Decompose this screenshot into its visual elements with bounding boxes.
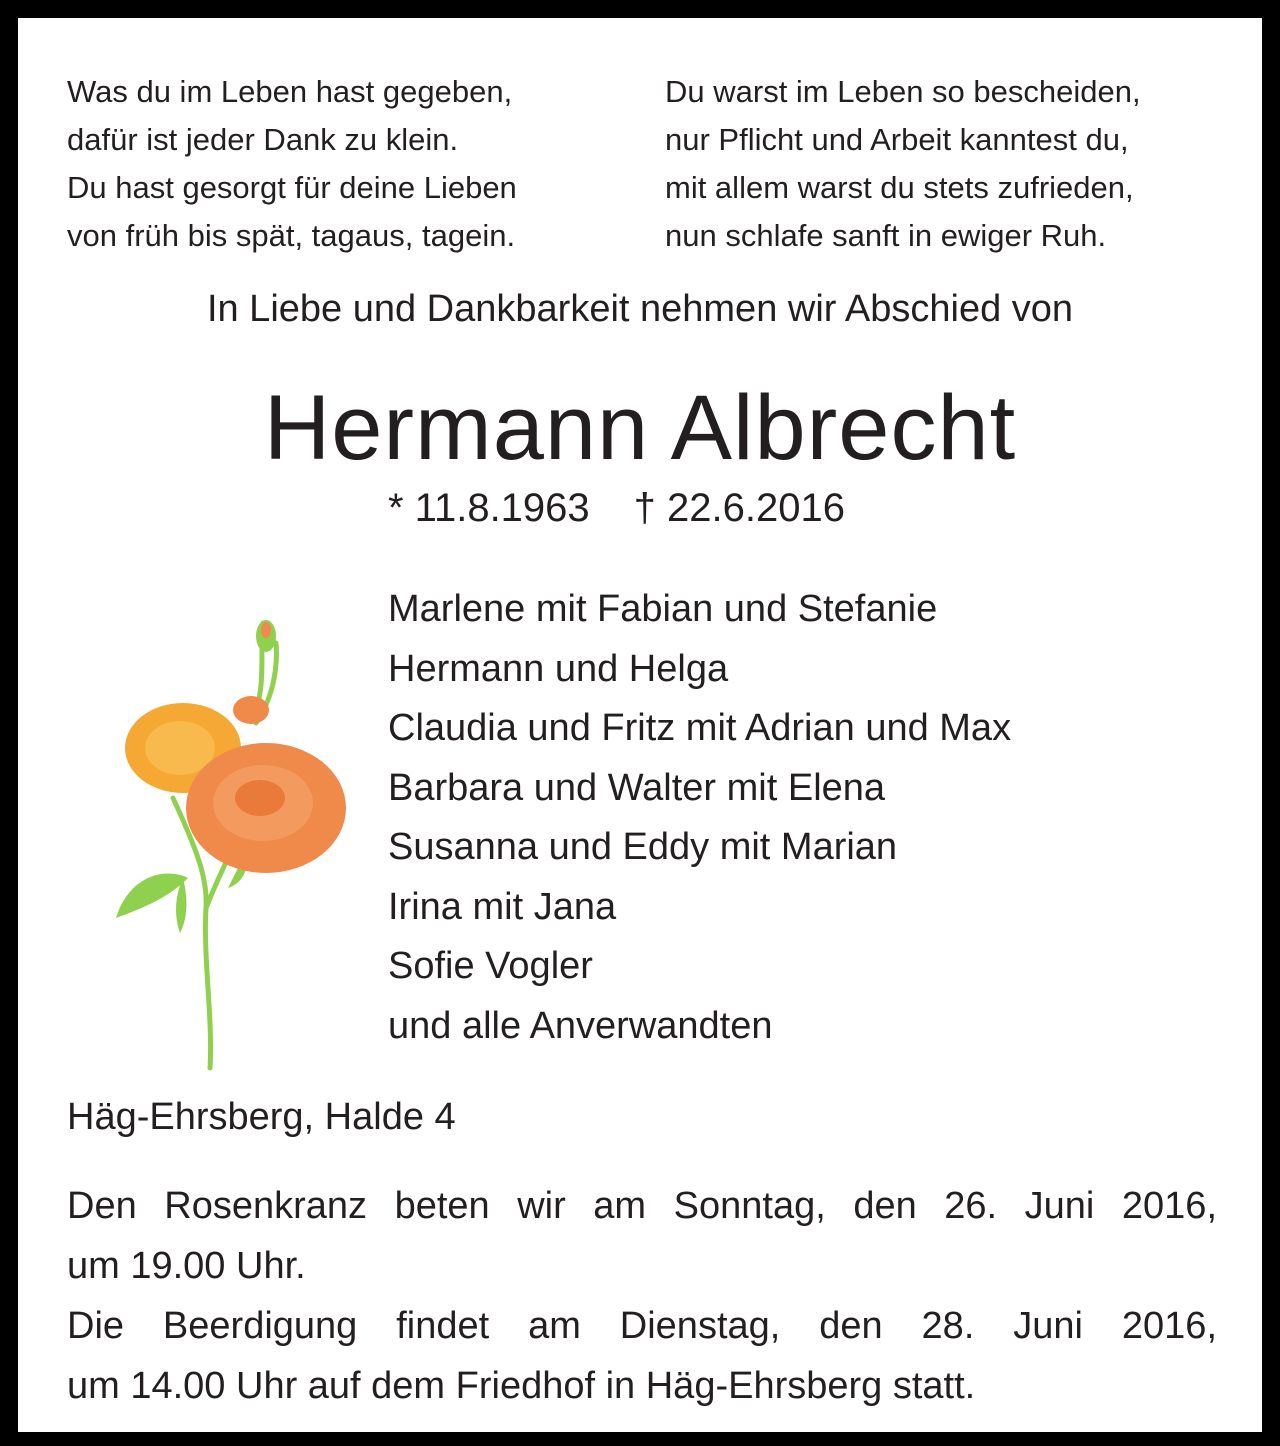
funeral-line: Die Beerdigung findet am Dienstag, den 28. Juni 2016,	[67, 1305, 1217, 1347]
mourner: Marlene mit Fabian und Stefanie	[388, 588, 938, 630]
mourner: und alle Anverwandten	[388, 1004, 773, 1047]
poem-line: Was du im Leben hast gegeben,	[67, 74, 513, 109]
mourners-list	[388, 580, 1011, 1056]
deceased-name: Hermann Albrecht	[263, 377, 1017, 479]
service-details	[67, 1176, 1217, 1416]
mourner: Claudia und Fritz mit Adrian und Max	[388, 707, 1012, 749]
mourner: Irina mit Jana	[388, 885, 617, 928]
rosary-line: Den Rosenkranz beten wir am Sonntag, den 26. Juni 2016,	[67, 1185, 1217, 1227]
mourner: Barbara und Walter mit Elena	[388, 766, 886, 809]
poem-line: dafür ist jeder Dank zu klein.	[67, 122, 459, 157]
poem-line: nun schlafe sanft in ewiger Ruh.	[665, 218, 1107, 253]
death-date: † 22.6.2016	[633, 486, 845, 530]
mourner: Sofie Vogler	[388, 945, 593, 987]
birth-date: * 11.8.1963	[388, 486, 590, 530]
poem-line: von früh bis spät, tagaus, tagein.	[67, 218, 516, 253]
life-dates	[388, 486, 889, 531]
address: Häg-Ehrsberg, Halde 4	[67, 1096, 456, 1138]
mourner: Hermann und Helga	[388, 647, 729, 690]
poem-line: Du warst im Leben so bescheiden,	[665, 74, 1141, 109]
poem-right	[665, 68, 1141, 260]
poem-line: mit allem warst du stets zufrieden,	[665, 170, 1134, 205]
rose-illustration	[88, 598, 348, 1073]
rosary-line: um 19.00 Uhr.	[67, 1245, 306, 1287]
poem-left	[67, 68, 517, 260]
poem-line: nur Pflicht und Arbeit kanntest du,	[665, 122, 1129, 157]
funeral-line: um 14.00 Uhr auf dem Friedhof in Häg-Ehrsberg statt.	[67, 1365, 976, 1407]
poem-line: Du hast gesorgt für deine Lieben	[67, 170, 517, 205]
mourner: Susanna und Eddy mit Marian	[388, 826, 898, 868]
intro-text: In Liebe und Dankbarkeit nehmen wir Abschied von	[206, 288, 1074, 330]
obituary-notice	[18, 18, 1262, 1432]
